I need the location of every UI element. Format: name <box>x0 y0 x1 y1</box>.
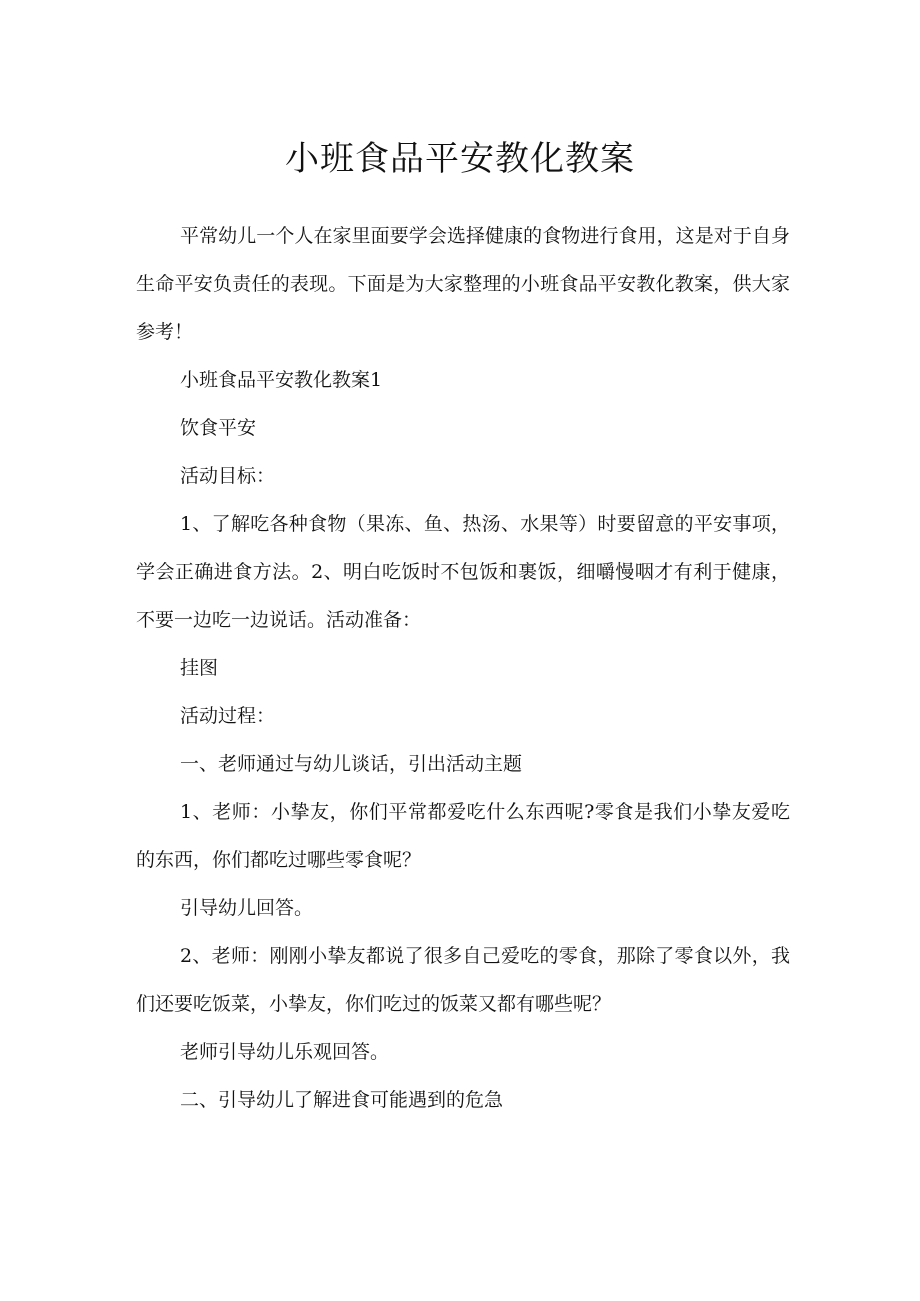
step-two-heading: 二、引导幼儿了解进食可能遇到的危急 <box>180 1089 504 1111</box>
step-one-question-1: 1、老师：小挚友，你们平常都爱吃什么东西呢?零食是我们小挚友爱吃的东西，你们都吃过哪些零食呢？ <box>136 801 790 871</box>
intro-paragraph: 平常幼儿一个人在家里面要学会选择健康的食物进行食用，这是对于自身生命平安负责任的表现。下面是为大家整理的小班食品平安教化教案，供大家参考！ <box>136 225 790 343</box>
section-heading: 小班食品平安教化教案1 <box>180 369 383 391</box>
document-title: 小班食品平安教化教案 <box>285 139 635 179</box>
step-one-guide-2: 老师引导幼儿乐观回答。 <box>180 1041 390 1063</box>
activity-goals-text: 1、了解吃各种食物（果冻、鱼、热汤、水果等）时要留意的平安事项，学会正确进食方法。2、明白吃饭时不包饭和裹饭，细嚼慢咽才有利于健康，不要一边吃一边说话。活动准备： <box>136 513 790 631</box>
step-one-question-2: 2、老师：刚刚小挚友都说了很多自己爱吃的零食，那除了零食以外，我们还要吃饭菜，小挚友，你们吃过的饭菜又都有哪些呢？ <box>136 945 790 1015</box>
step-one-heading: 一、老师通过与幼儿谈话，引出活动主题 <box>180 753 523 775</box>
preparation-item: 挂图 <box>180 657 219 679</box>
step-one-guide-1: 引导幼儿回答。 <box>180 897 314 919</box>
activity-process-label: 活动过程： <box>180 705 276 727</box>
activity-goals-label: 活动目标： <box>180 465 276 487</box>
lesson-topic: 饮食平安 <box>180 417 257 439</box>
